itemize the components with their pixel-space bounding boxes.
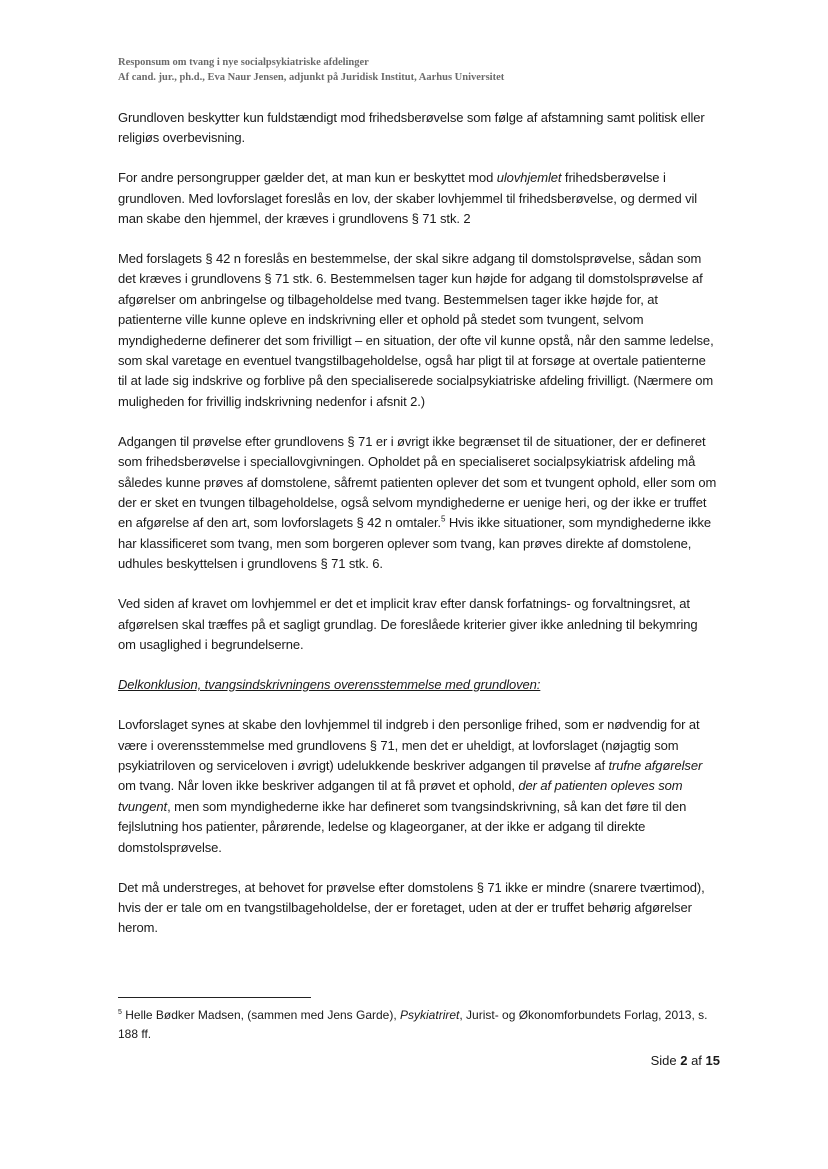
- paragraph-4: [118, 432, 718, 575]
- paragraph-2: [118, 168, 718, 229]
- footnote-number: 5: [118, 1009, 122, 1016]
- document-body: [118, 108, 718, 958]
- paragraph-6-text-c: om tvang. Når loven ikke beskriver adgangen til at få prøvet et ophold,: [118, 778, 519, 794]
- page-separator: af: [687, 1053, 706, 1068]
- running-header: [118, 55, 738, 85]
- paragraph-6-text-a: Lovforslaget synes at skabe den lovhjemmel til indgreb i den personlige frihed, som er nødvendig for at være i overensstemmelse med grundlovens § 71, men det er uheldigt, at lovforslaget (nøjagtig som psykiatriloven og serviceloven i øvrigt) udelukkende beskriver adgangen til prøvelse af: [118, 717, 700, 774]
- paragraph-4-text-b: Hvis ikke situationer, som myndighederne ikke har klassificeret som tvang, men som borgeren oplever som tvang, kan prøves direkte af domstolene, udhules beskyttelsen i grundlovens § 71 stk. 6.: [118, 515, 711, 572]
- paragraph-6-emphasis-2: der af patienten opleves som tvungent: [118, 778, 683, 814]
- paragraph-6: [118, 715, 718, 858]
- paragraph-4-text-a: Adgangen til prøvelse efter grundlovens § 71 er i øvrigt ikke begrænset til de situationer, der er defineret som frihedsberøvelse i speciallovgivningen. Opholdet på en specialiseret socialpsykiatrisk afdeling må således kunne prøves af domstolene, såfremt patienten oplever det som et tvungent ophold, eller som om der er sket en tvungen tilbageholdelse, også selvom myndighederne er uenige heri, og der ikke er truffet en afgørelse af den art, som lovforslagets § 42 n omtaler.: [118, 433, 717, 531]
- footnote-text-a: Helle Bødker Madsen, (sammen med Jens Garde),: [121, 1008, 401, 1022]
- page-current: 2: [680, 1053, 688, 1068]
- paragraph-7: Det må understreges, at behovet for prøvelse efter domstolens § 71 ikke er mindre (snarere tværtimod), hvis der er tale om en tvangstilbageholdelse, der er foretaget, uden at der er truffet behørig afgørelser herom.: [118, 879, 705, 936]
- footnote-title: Psykiatriret: [400, 1008, 460, 1022]
- page-label: Side: [650, 1053, 681, 1068]
- page-number: [640, 1053, 720, 1068]
- header-title: Responsum om tvang i nye socialpsykiatriske afdelinger: [118, 57, 369, 68]
- paragraph-2-text-c: frihedsberøvelse i grundloven. Med lovforslaget foreslås en lov, der skaber lovhjemmel til frihedsberøvelse, og dermed vil man skabe den hjemmel, der kræves i grundlovens § 71 stk. 2: [118, 170, 698, 227]
- paragraph-5: Ved siden af kravet om lovhjemmel er det et implicit krav efter dansk forfatnings- og forvaltningsret, at afgørelsen skal træffes på et sagligt grundlag. De foreslåede kriterier giver ikke anledning til bekymring om usaglighed i begrundelserne.: [118, 596, 698, 652]
- paragraph-2-text-a: For andre persongrupper gælder det, at man kun er beskyttet mod: [118, 170, 497, 186]
- footnote-separator: [118, 997, 311, 998]
- paragraph-6-text-e: , men som myndighederne ikke har defineret som tvangsindskrivning, så kan det føre til den fejlslutning hos patienter, pårørende, ledelse og klageorganer, at der ikke er adgang til direkte domstolsprøvelse.: [118, 798, 687, 855]
- paragraph-6-emphasis-1: trufne afgørelser: [608, 758, 703, 774]
- page-total: 15: [705, 1053, 720, 1068]
- footnote-reference[interactable]: 5: [440, 515, 446, 525]
- footnote: [118, 1006, 718, 1044]
- paragraph-2-emphasis: ulovhjemlet: [496, 170, 562, 186]
- footnote-text-c: , Jurist- og Økonomforbundets Forlag, 2013, s. 188 ff.: [118, 1008, 708, 1041]
- section-heading: Delkonklusion, tvangsindskrivningens overensstemmelse med grundloven:: [118, 676, 541, 692]
- header-author: Af cand. jur., ph.d., Eva Naur Jensen, adjunkt på Juridisk Institut, Aarhus Universitet: [118, 72, 505, 83]
- paragraph-3: Med forslagets § 42 n foreslås en bestemmelse, der skal sikre adgang til domstolsprøvelse, sådan som det kræves i grundlovens § 71 stk. 6. Bestemmelsen tager kun højde for adgang til domstolsprøvelse af afgørelser om anbringelse og tilbageholdelse med tvang. Bestemmelsen tager ikke højde for, at patienterne ville kunne opleve en indskrivning eller et ophold på stedet som tvungent, selvom myndighederne definerer det som frivilligt – en situation, der ofte vil kunne opstå, når den samme ledelse, som skal varetage en eventuel tvangstilbageholdelse, også har pligt til at forsøge at overtale patienterne til at lade sig indskrive og forblive på den specialiserede socialpsykiatriske afdeling frivilligt. (Nærmere om muligheden for frivillig indskrivning nedenfor i afsnit 2.): [118, 251, 714, 409]
- paragraph-1: Grundloven beskytter kun fuldstændigt mod frihedsberøvelse som følge af afstamning samt politisk eller religiøs overbevisning.: [118, 110, 705, 146]
